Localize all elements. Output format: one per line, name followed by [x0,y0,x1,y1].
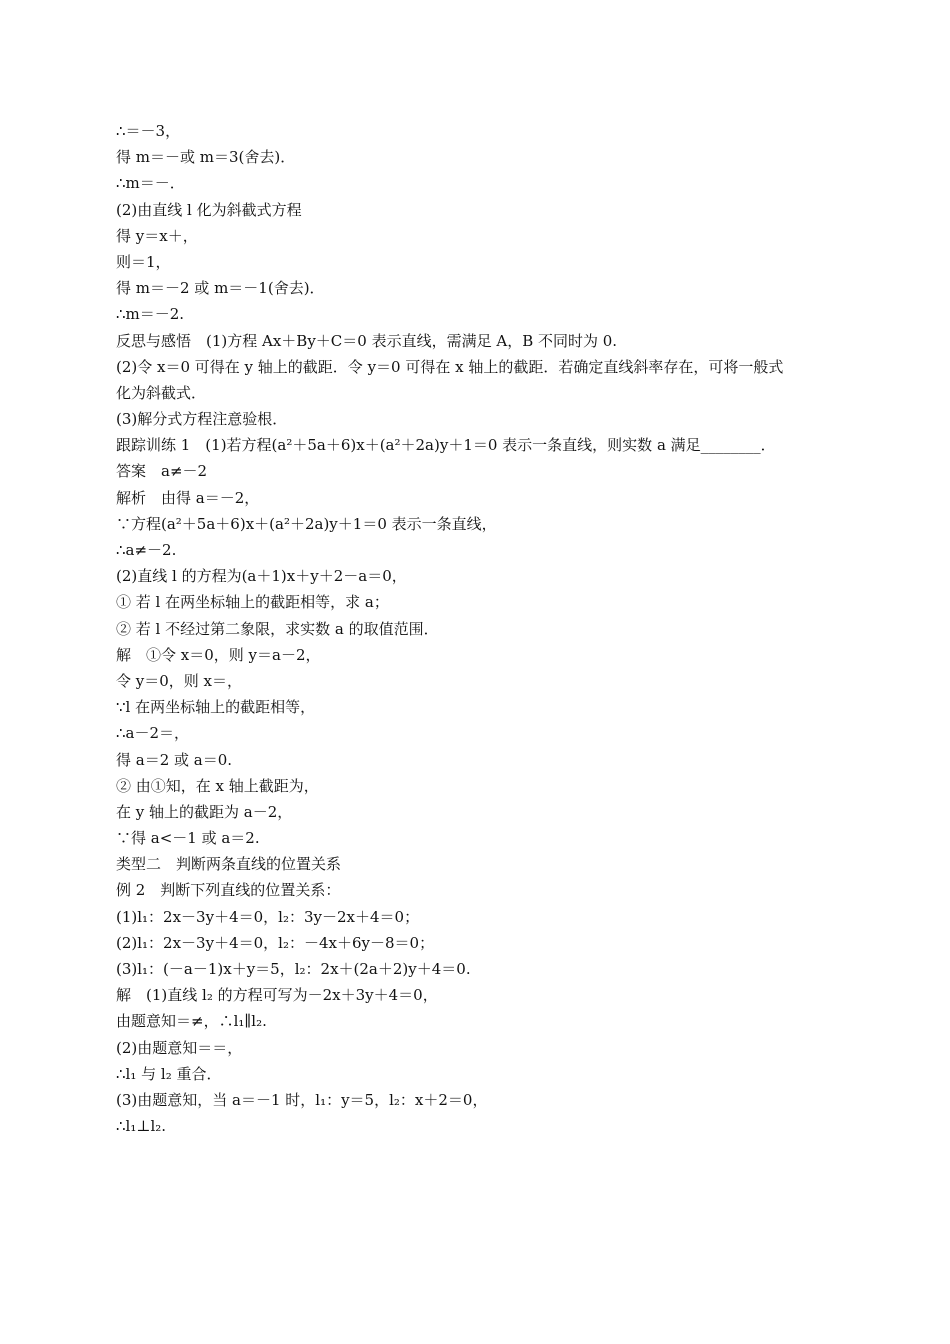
text-line: ① 若 l 在两坐标轴上的截距相等，求 a； [116,593,389,612]
text-line: 解析 由得 a＝－2， [116,488,260,507]
text-line: 令 y＝0，则 x＝， [116,671,243,690]
text-line: (2)由直线 l 化为斜截式方程 [116,200,302,219]
text-line: (3)解分式方程注意验根． [116,410,288,429]
text-line: 化为斜截式． [116,383,207,402]
text-line: 得 y＝x＋， [116,226,198,245]
text-line: ∴l₁ 与 l₂ 重合． [116,1064,222,1083]
text-line: (2)由题意知＝＝， [116,1038,243,1057]
text-line: ∵l 在两坐标轴上的截距相等， [116,698,316,717]
text-line: (3)由题意知，当 a＝－1 时，l₁：y＝5，l₂：x＋2＝0， [116,1090,488,1109]
text-line: 答案 a≠－2 [116,462,208,481]
text-line: ② 若 l 不经过第二象限，求实数 a 的取值范围． [116,619,439,638]
text-line: ∴＝－3， [116,122,181,140]
text-line: ∴m＝－2. [116,305,185,324]
text-line: ② 由①知，在 x 轴上截距为， [116,776,319,795]
text-line: 反思与感悟 (1)方程 Ax＋By＋C＝0 表示直线，需满足 A，B 不同时为 0. [116,331,618,350]
text-line: 在 y 轴上的截距为 a－2， [116,802,293,821]
text-line: ∵方程(a²＋5a＋6)x＋(a²＋2a)y＋1＝0 表示一条直线， [116,514,497,533]
text-line: ∵得 a<－1 或 a＝2. [116,829,260,848]
text-line: 得 a＝2 或 a＝0. [116,750,233,769]
text-line: (2)直线 l 的方程为(a＋1)x＋y＋2－a＝0， [116,567,407,586]
text-line: (1)l₁：2x－3y＋4＝0，l₂：3y－2x＋4＝0； [116,907,420,926]
text-line: 类型二 判断两条直线的位置关系 [116,855,342,874]
text-line: 跟踪训练 1 (1)若方程(a²＋5a＋6)x＋(a²＋2a)y＋1＝0 表示一条直线，则实数 a 满足________． [116,436,776,455]
text-line: 则＝1， [116,252,171,271]
text-line: 得 m＝－2 或 m＝－1(舍去)． [116,279,325,298]
text-line: ∴a－2＝， [116,724,190,743]
text-line: 得 m＝－或 m＝3(舍去)． [116,148,296,167]
text-line: 解 ①令 x＝0，则 y＝a－2， [116,645,321,664]
text-line: ∴m＝－． [116,174,185,193]
text-line: 解 (1)直线 l₂ 的方程可写为－2x＋3y＋4＝0， [116,986,438,1005]
text-line: ∴l₁⊥l₂. [116,1117,167,1136]
text-line: 由题意知＝≠，∴l₁∥l₂. [116,1012,267,1031]
document-body [116,118,846,1139]
text-line: ∴a≠－2. [116,541,177,559]
text-line: 例 2 判断下列直线的位置关系： [116,881,341,900]
text-line: (3)l₁：(－a－1)x＋y＝5，l₂：2x＋(2a＋2)y＋4＝0. [116,960,471,978]
text-line: (2)l₁：2x－3y＋4＝0，l₂：－4x＋6y－8＝0； [116,933,435,952]
text-line: (2)令 x＝0 可得在 y 轴上的截距．令 y＝0 可得在 x 轴上的截距．若确定直线斜率存在，可将一般式 [116,357,784,376]
